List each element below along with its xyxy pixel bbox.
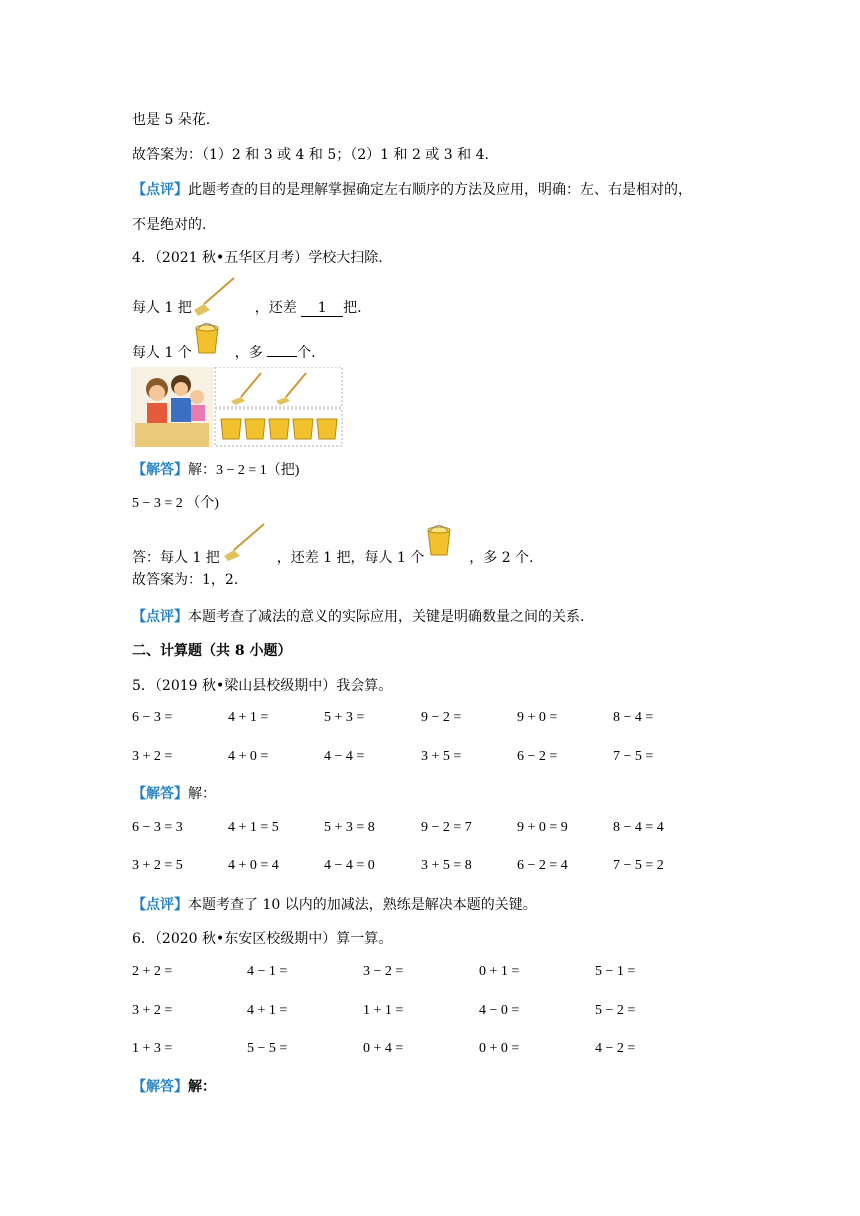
equation: 4 − 2 =	[595, 1041, 636, 1056]
solution-equation: 5 − 3 = 2 （个)	[132, 496, 219, 511]
question-title: 6．（2020 秋•东安区校级期中）算一算。	[132, 931, 393, 947]
equation: 4 − 0 =	[479, 1003, 520, 1018]
equation-answer: 5 + 3 = 8	[324, 820, 375, 835]
bucket-icon	[424, 522, 454, 558]
equation: 8 − 4 =	[613, 710, 654, 725]
answer-blank: 1	[301, 300, 343, 317]
equation: 5 − 1 =	[595, 964, 636, 979]
bucket-icon	[192, 320, 222, 356]
equation-answer: 7 − 5 = 2	[613, 858, 664, 873]
equation: 6 − 2 =	[517, 749, 558, 764]
review-tag: 【点评】	[132, 897, 188, 913]
answer-line: 故答案为：（1）2 和 3 或 4 和 5；（2）1 和 2 或 3 和 4.	[132, 147, 489, 163]
equation: 9 − 2 =	[421, 710, 462, 725]
bucket-question-line: 每人 1 个 ，多 个.	[132, 345, 316, 361]
equation: 4 + 0 =	[228, 749, 269, 764]
solution-line: 【解答】解：	[132, 786, 216, 802]
text-line: 也是 5 朵花.	[132, 112, 211, 128]
equation-answer: 9 + 0 = 9	[517, 820, 568, 835]
broom-icon	[190, 274, 238, 318]
equation: 7 − 5 =	[613, 749, 654, 764]
equation-answer: 3 + 2 = 5	[132, 858, 183, 873]
question-title: 4．（2021 秋•五华区月考）学校大扫除.	[132, 250, 383, 266]
review-text: 此题考查的目的是理解掌握确定左右顺序的方法及应用，明确：左、右是相对的，	[188, 182, 692, 198]
review-line-2: 不是绝对的.	[132, 217, 207, 233]
solution-line: 【解答】解：3 − 2 = 1（把)	[132, 462, 300, 478]
review-line: 【点评】本题考查了减法的意义的实际应用，关键是明确数量之间的关系.	[132, 609, 585, 625]
equation: 4 − 1 =	[247, 964, 288, 979]
review-tag: 【点评】	[132, 609, 188, 625]
equation-answer: 3 + 5 = 8	[421, 858, 472, 873]
equation: 0 + 4 =	[363, 1041, 404, 1056]
solution-tag: 【解答】	[132, 462, 188, 478]
review-line: 【点评】本题考查了 10 以内的加减法，熟练是解决本题的关键。	[132, 897, 537, 913]
equation: 1 + 1 =	[363, 1003, 404, 1018]
solution-line: 【解答】解：	[132, 1079, 216, 1095]
equation-answer: 8 − 4 = 4	[613, 820, 664, 835]
review-line	[132, 180, 692, 200]
equation: 6 − 3 =	[132, 710, 173, 725]
equation: 4 − 4 =	[324, 749, 365, 764]
broom-question-line: 每人 1 把 ，还差 1 把.	[132, 300, 362, 316]
solution-tag: 【解答】	[132, 1079, 188, 1095]
equation: 2 + 2 =	[132, 964, 173, 979]
equation-answer: 4 + 0 = 4	[228, 858, 279, 873]
equation: 3 + 5 =	[421, 749, 462, 764]
equation-answer: 9 − 2 = 7	[421, 820, 472, 835]
equation: 4 + 1 =	[228, 710, 269, 725]
review-tag: 【点评】	[132, 182, 188, 198]
children-cleaning-illustration	[131, 367, 343, 447]
equation: 5 + 3 =	[324, 710, 365, 725]
equation: 0 + 0 =	[479, 1041, 520, 1056]
section-heading: 二、计算题（共 8 小题）	[132, 643, 292, 659]
equation: 9 + 0 =	[517, 710, 558, 725]
equation: 0 + 1 =	[479, 964, 520, 979]
equation-answer: 4 − 4 = 0	[324, 858, 375, 873]
question-title: 5．（2019 秋•梁山县校级期中）我会算。	[132, 678, 393, 694]
equation: 5 − 2 =	[595, 1003, 636, 1018]
answer-sentence: 答：每人 1 把 ，还差 1 把，每人 1 个 ，多 2 个.	[132, 550, 534, 566]
broom-icon	[220, 522, 268, 562]
equation-answer: 6 − 2 = 4	[517, 858, 568, 873]
solution-tag: 【解答】	[132, 786, 188, 802]
equation-answer: 4 + 1 = 5	[228, 820, 279, 835]
equation: 3 + 2 =	[132, 749, 173, 764]
equation: 3 − 2 =	[363, 964, 404, 979]
final-answer: 故答案为：1，2.	[132, 572, 239, 588]
equation: 4 + 1 =	[247, 1003, 288, 1018]
equation: 5 − 5 =	[247, 1041, 288, 1056]
equation: 3 + 2 =	[132, 1003, 173, 1018]
equation-answer: 6 − 3 = 3	[132, 820, 183, 835]
equation: 1 + 3 =	[132, 1041, 173, 1056]
answer-blank	[267, 356, 297, 357]
